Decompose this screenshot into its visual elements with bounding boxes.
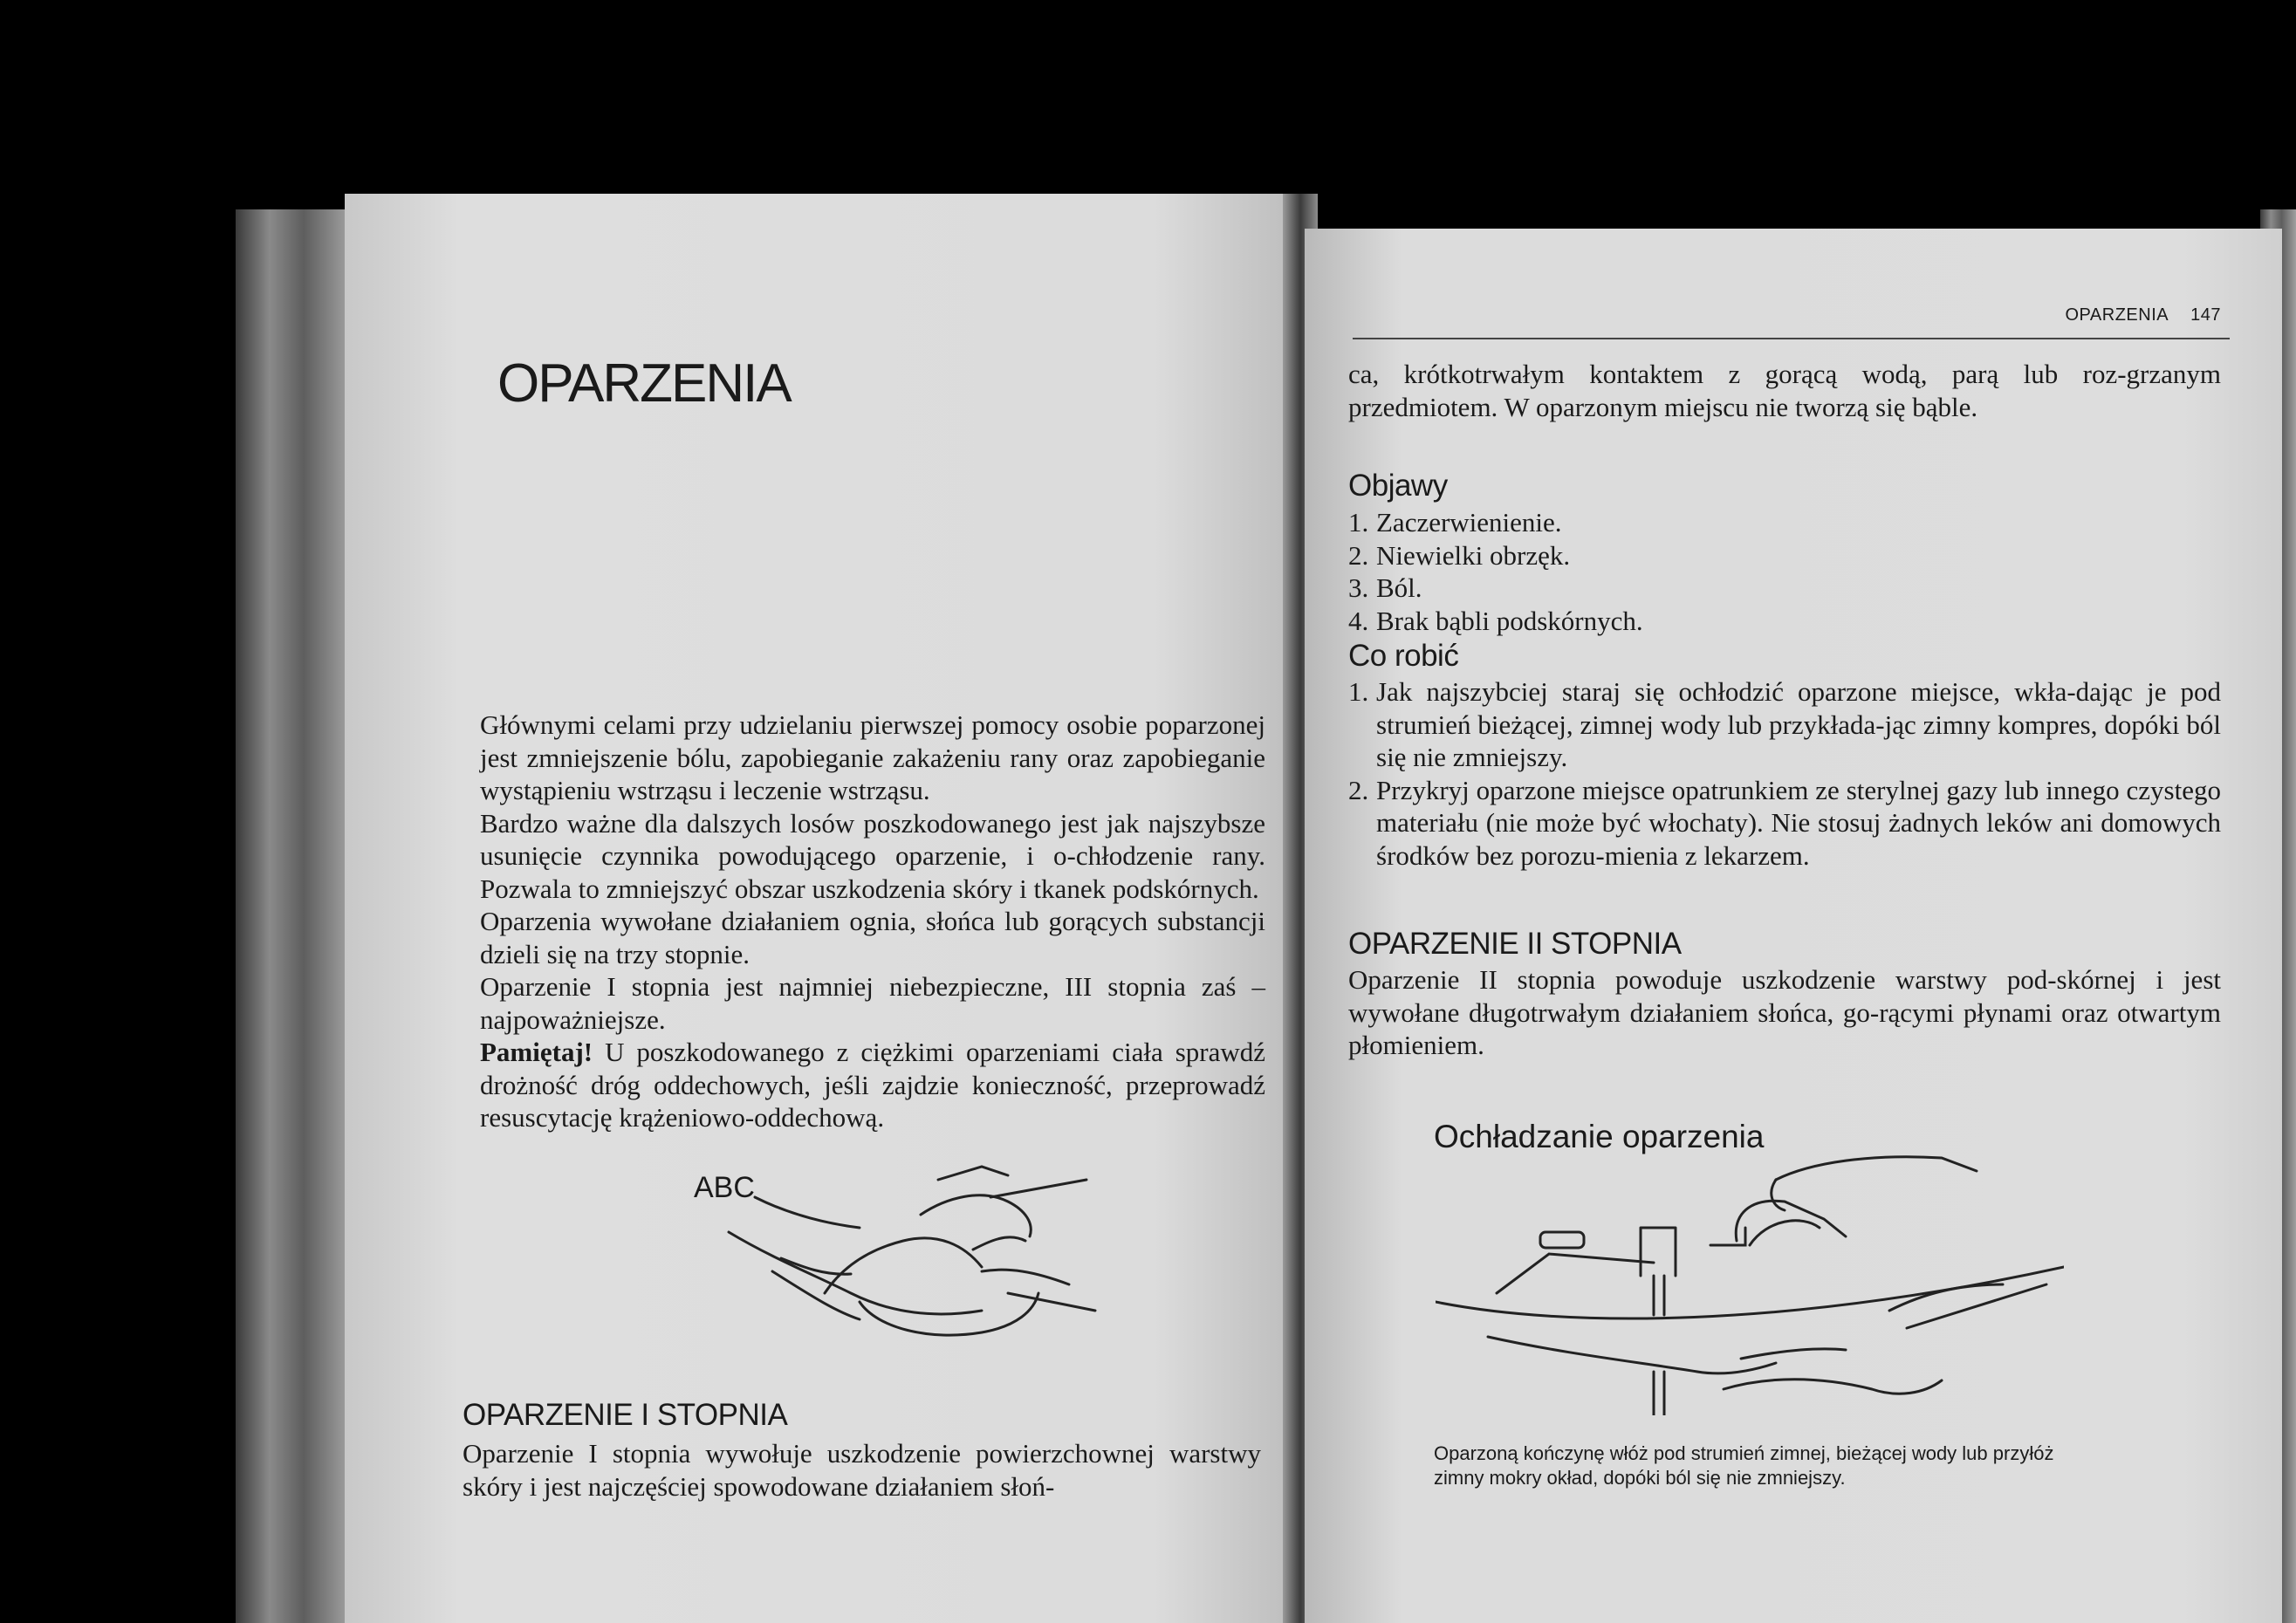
list-item: 2. Przykryj oparzone miejsce opatrunkiem ze sterylnej gazy lub innego czystego materiału (nie może być włochaty). Nie stosuj żadnych leków ani domowych środków bez porozu-mienia z lekarzem.	[1348, 774, 2221, 871]
running-head	[2066, 305, 2222, 325]
section-text-second-degree: Oparzenie II stopnia powoduje uszkodzenie warstwy pod-skórnej i jest wywołane długotrwałym działaniem słońca, go-rącymi płynami oraz otwartym płomieniem.	[1348, 964, 2221, 1060]
remember-text: U poszkodowanego z ciężkimi oparzeniami ciała sprawdź drożność dróg oddechowych, jeśli zajdzie konieczność, przeprowadź resuscytację krążeniowo-oddechową.	[480, 1037, 1265, 1133]
list-item: 1. Jak najszybciej staraj się ochłodzić oparzone miejsce, wkła-dając je pod strumień bieżącej, zimnej wody lub przykłada-jąc zimny kompres, dopóki ból się nie zmniejszy.	[1348, 676, 2221, 772]
symptoms-heading: Objawy	[1348, 469, 1448, 503]
symptoms-list	[1348, 506, 2221, 637]
remember-label: Pamiętaj!	[480, 1037, 593, 1067]
illustration-caption: Oparzoną kończynę włóż pod strumień zimnej, bieżącej wody lub przyłóż zimny mokry okład, dopóki ból się nie zmniejszy.	[1434, 1442, 2054, 1489]
intro-paragraph-4: Oparzenie I stopnia jest najmniej niebezpieczne, III stopnia zaś – najpoważniejsze.	[480, 971, 1265, 1035]
left-page	[345, 194, 1296, 1623]
section-heading-first-degree: OPARZENIE I STOPNIA	[463, 1398, 788, 1432]
chapter-title: OPARZENIA	[497, 353, 791, 414]
cooling-burn-illustration	[1436, 1154, 2064, 1415]
list-item: 1. Zaczerwienienie.	[1348, 507, 1562, 538]
section-text-first-degree: Oparzenie I stopnia wywołuje uszkodzenie powierzchownej warstwy skóry i jest najczęściej spowodowane działaniem słoń-	[463, 1438, 1261, 1502]
list-item: 3. Ból.	[1348, 572, 1422, 603]
header-rule	[1353, 338, 2230, 339]
actions-list	[1348, 675, 2221, 872]
illustration-title: Ochładzanie oparzenia	[1434, 1119, 1765, 1154]
abc-airway-illustration	[720, 1162, 1121, 1346]
intro-paragraph-1: Głównymi celami przy udzielaniu pierwszej pomocy osobie poparzonej jest zmniejszenie bólu, zapobieganie zakażeniu rany oraz zapobieganie wystąpieniu wstrząsu i leczenie wstrząsu.	[480, 709, 1265, 805]
book-page-edges-left	[236, 209, 349, 1623]
intro-paragraph-3: Oparzenia wywołane działaniem ognia, słońca lub gorących substancji dzieli się na trzy stopnie.	[480, 906, 1265, 969]
list-item: 2. Niewielki obrzęk.	[1348, 539, 1571, 571]
list-item: 4. Brak bąbli podskórnych.	[1348, 605, 1643, 636]
remember-note	[480, 1036, 1265, 1134]
section-heading-second-degree: OPARZENIE II STOPNIA	[1348, 927, 1682, 961]
intro-text	[480, 709, 1265, 1134]
page-number: 147	[2190, 305, 2221, 325]
actions-heading: Co robić	[1348, 639, 1459, 673]
continuation-text: ca, krótkotrwałym kontaktem z gorącą wodą, parą lub roz-grzanym przedmiotem. W oparzonym miejscu nie tworzą się bąble.	[1348, 359, 2221, 422]
right-page	[1305, 229, 2282, 1623]
abc-label: ABC	[694, 1171, 755, 1204]
running-head-title: OPARZENIA	[2065, 305, 2168, 325]
intro-paragraph-2: Bardzo ważne dla dalszych losów poszkodowanego jest jak najszybsze usunięcie czynnika powodującego oparzenie, i o-chłodzenie rany. Pozwala to zmniejszyć obszar uszkodzenia skóry i tkanek podskórnych.	[480, 807, 1265, 904]
